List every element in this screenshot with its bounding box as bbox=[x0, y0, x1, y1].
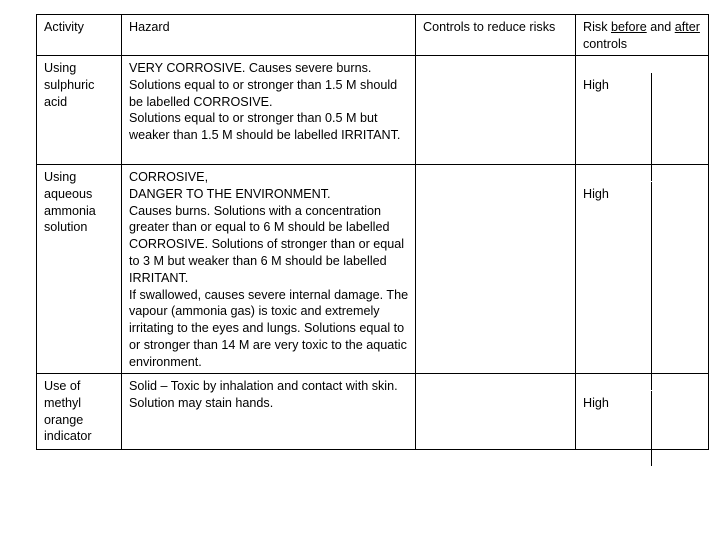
hazard-cell: CORROSIVE, DANGER TO THE ENVIRONMENT. Causes burns. Solutions with a concentration greater than or equal to 6 M should be labelled CORROSIVE. Solutions of stronger than or equal to 3 M but weaker than 6 M should be labelled IRRITANT. If swallowed, causes severe internal damage. The vapour (ammonia gas) is toxic and extremely irritating to the eyes and lungs. Solutions equal to or stronger than 14 M are very toxic to the aquatic environment. bbox=[122, 165, 416, 374]
header-row bbox=[37, 15, 709, 56]
controls-cell bbox=[416, 374, 576, 450]
risk-after-column bbox=[651, 391, 708, 466]
risk-after-column bbox=[651, 182, 708, 390]
header-risk-before: before bbox=[611, 20, 647, 34]
activity-cell: Using aqueous ammonia solution bbox=[37, 165, 122, 374]
controls-cell bbox=[416, 56, 576, 165]
header-activity: Activity bbox=[37, 15, 122, 56]
table-row bbox=[37, 56, 709, 165]
risk-value: High bbox=[583, 186, 609, 201]
header-risk bbox=[576, 15, 709, 56]
header-risk-after: after bbox=[674, 20, 700, 34]
risk-value: High bbox=[583, 395, 609, 410]
activity-cell: Use of methyl orange indicator bbox=[37, 374, 122, 450]
risk-cell bbox=[576, 165, 709, 374]
hazard-cell: VERY CORROSIVE. Causes severe burns. Solutions equal to or stronger than 1.5 M should be labelled CORROSIVE. Solutions equal to or stronger than 0.5 M but weaker than 1.5 M should be labelled IRRITANT. bbox=[122, 56, 416, 165]
header-controls: Controls to reduce risks bbox=[416, 15, 576, 56]
risk-assessment-table bbox=[36, 14, 709, 450]
risk-value: High bbox=[583, 77, 609, 92]
activity-cell: Using sulphuric acid bbox=[37, 56, 122, 165]
table-row bbox=[37, 165, 709, 374]
hazard-cell: Solid – Toxic by inhalation and contact with skin. Solution may stain hands. bbox=[122, 374, 416, 450]
risk-after-column bbox=[651, 73, 708, 181]
risk-cell bbox=[576, 56, 709, 165]
header-risk-prefix: Risk bbox=[583, 20, 608, 34]
header-risk-and: and bbox=[650, 20, 672, 34]
controls-cell bbox=[416, 165, 576, 374]
header-hazard: Hazard bbox=[122, 15, 416, 56]
header-risk-suffix: controls bbox=[583, 36, 628, 51]
